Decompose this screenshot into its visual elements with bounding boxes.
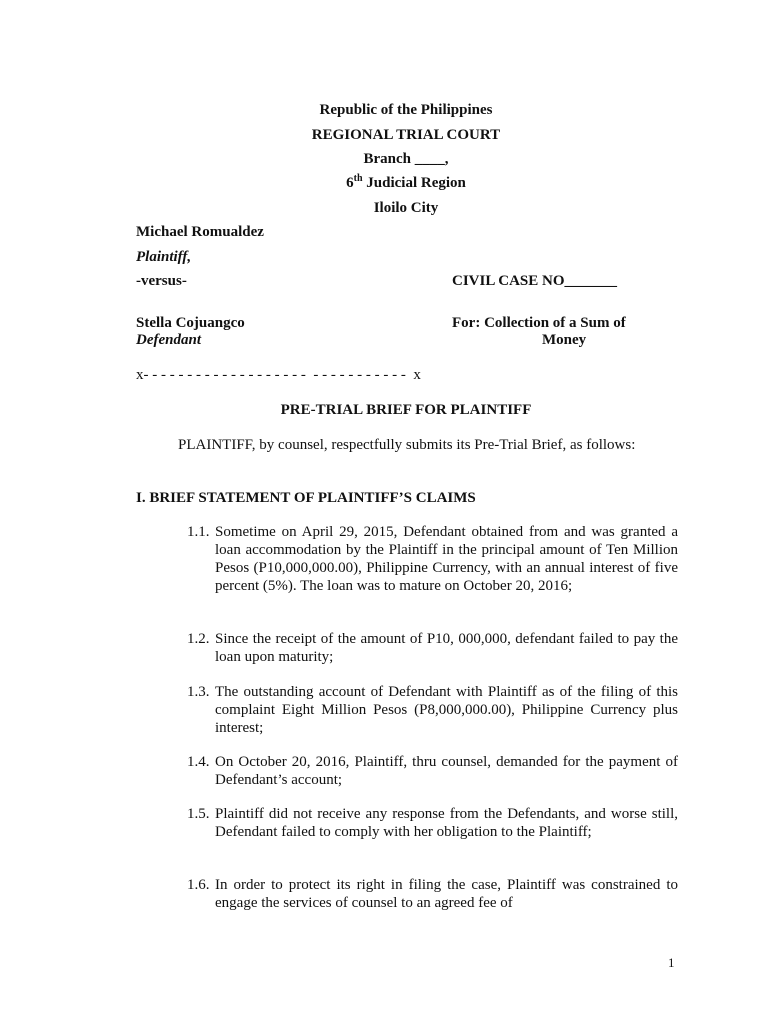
item-text: The outstanding account of Defendant with Plaintiff as of the filing of this complaint Eight Million Pesos (P8,000,000.00), Philippine Currency plus interest; (215, 684, 678, 736)
header-court: REGIONAL TRIAL COURT (311, 127, 501, 143)
versus-label: -versus- (136, 273, 187, 289)
defendant-role: Defendant (136, 332, 201, 348)
header-city: Iloilo City (373, 200, 439, 216)
item-number: 1.6. (187, 877, 210, 893)
plaintiff-role: Plaintiff, (136, 249, 192, 265)
item-text: On October 20, 2016, Plaintiff, thru counsel, demanded for the payment of Defendant’s account; (215, 754, 678, 788)
item-number: 1.2. (187, 631, 210, 647)
header-branch: Branch ____, (363, 151, 449, 167)
item-number: 1.1. (187, 524, 210, 540)
defendant-name: Stella Cojuangco (136, 315, 245, 331)
item-number: 1.5. (187, 806, 210, 822)
case-nature-line1: For: Collection of a Sum of (452, 315, 626, 331)
case-nature-line2: Money (542, 332, 587, 348)
section-heading-claims: I. BRIEF STATEMENT OF PLAINTIFF’S CLAIMS (136, 490, 476, 506)
list-item (187, 630, 678, 666)
header-republic: Republic of the Philippines (319, 102, 493, 118)
item-text: Sometime on April 29, 2015, Defendant obtained from and was granted a loan accommodation by the Plaintiff in the principal amount of Ten Million Pesos (P10,000,000.00), Philippine Currency, with an annual interest of five percent (5%). The loan was to mature on October 20, 2016; (215, 524, 678, 594)
document-title: PRE-TRIAL BRIEF FOR PLAINTIFF (280, 402, 532, 418)
intro-paragraph: PLAINTIFF, by counsel, respectfully submits its Pre-Trial Brief, as follows: (178, 437, 636, 453)
item-text: Plaintiff did not receive any response from the Defendants, and worse still, Defendant failed to comply with her obligation to the Plaintiff; (215, 806, 678, 840)
list-item (187, 523, 678, 595)
region-number: 6 (346, 175, 354, 191)
region-ordinal: th (353, 173, 363, 184)
caption-separator: x- - - - - - - - - - - - - - - - - - - - - - - - - - - - - - x (136, 367, 421, 383)
page-number: 1 (668, 955, 675, 970)
list-item (187, 876, 678, 912)
list-item (187, 683, 678, 737)
list-item (187, 753, 678, 789)
item-text: In order to protect its right in filing the case, Plaintiff was constrained to engage the services of counsel to an agreed fee of (215, 877, 678, 911)
item-number: 1.3. (187, 684, 210, 700)
region-text: Judicial Region (362, 175, 466, 191)
plaintiff-name: Michael Romualdez (136, 224, 264, 240)
header-judicial-region (0, 174, 768, 192)
civil-case-number: CIVIL CASE NO_______ (452, 273, 618, 289)
item-number: 1.4. (187, 754, 210, 770)
list-item (187, 805, 678, 841)
item-text: Since the receipt of the amount of P10, 000,000, defendant failed to pay the loan upon maturity; (215, 631, 678, 665)
